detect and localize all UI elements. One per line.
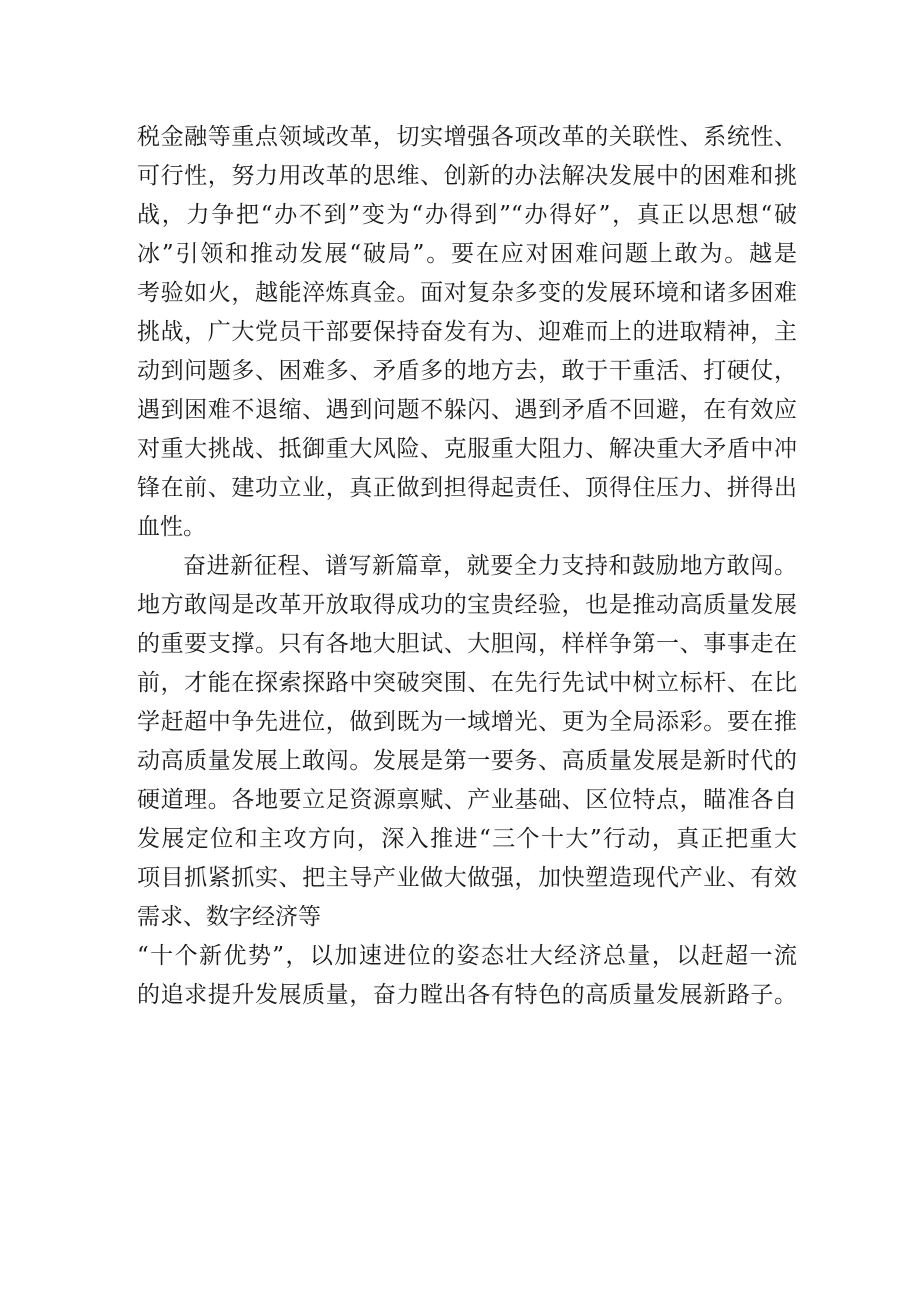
text-line: “十个新优势”，以加速进位的姿态壮大经济总量，以赶超一流	[137, 943, 797, 969]
text-line: 考验如火，越能淬炼真金。面对复杂多变的发展环境和诸多困难	[137, 280, 797, 306]
text-line: 血性。	[137, 514, 206, 540]
text-line: 项目抓紧抓实、把主导产业做大做强，加快塑造现代产业、有效	[137, 865, 797, 891]
text-line: 可行性，努力用改革的思维、创新的办法解决发展中的困难和挑	[137, 163, 797, 189]
text-line: 冰”引领和推动发展“破局”。要在应对困难问题上敢为。越是	[137, 241, 797, 267]
text-line: 锋在前、建功立业，真正做到担得起责任、顶得住压力、拼得出	[137, 475, 797, 501]
document-body	[137, 118, 797, 1015]
text-line: 战，力争把“办不到”变为“办得到”“办得好”，真正以思想“破	[137, 202, 797, 228]
text-line: 对重大挑战、抵御重大风险、克服重大阻力、解决重大矛盾中冲	[137, 436, 797, 462]
text-line: 的重要支撑。只有各地大胆试、大胆闯，样样争第一、事事走在	[137, 631, 797, 657]
text-line: 的追求提升发展质量，奋力瞠出各有特色的高质量发展新路子。	[137, 982, 797, 1008]
paragraph-1	[137, 118, 797, 547]
text-line: 发展定位和主攻方向，深入推进“三个十大”行动，真正把重大	[137, 826, 797, 852]
text-line: 遇到困难不退缩、遇到问题不躲闪、遇到矛盾不回避，在有效应	[137, 397, 797, 423]
text-line: 奋进新征程、谱写新篇章，就要全力支持和鼓励地方敢闯。	[183, 553, 797, 579]
text-line: 挑战，广大党员干部要保持奋发有为、迎难而上的进取精神，主	[137, 319, 797, 345]
text-line: 动到问题多、困难多、矛盾多的地方去，敢于干重活、打硬仗，	[137, 358, 797, 384]
text-line: 硬道理。各地要立足资源禀赋、产业基础、区位特点，瞄准各自	[137, 787, 797, 813]
text-line: 需求、数字经济等	[137, 904, 321, 930]
text-line: 学赶超中争先进位，做到既为一域增光、更为全局添彩。要在推	[137, 709, 797, 735]
text-line: 前，才能在探索探路中突破突围、在先行先试中树立标杆、在比	[137, 670, 797, 696]
text-line: 动高质量发展上敢闯。发展是第一要务、高质量发展是新时代的	[137, 748, 797, 774]
paragraph-2	[137, 547, 797, 1015]
text-line: 税金融等重点领域改革，切实增强各项改革的关联性、系统性、	[137, 124, 797, 150]
text-line: 地方敢闯是改革开放取得成功的宝贵经验，也是推动高质量发展	[137, 592, 797, 618]
